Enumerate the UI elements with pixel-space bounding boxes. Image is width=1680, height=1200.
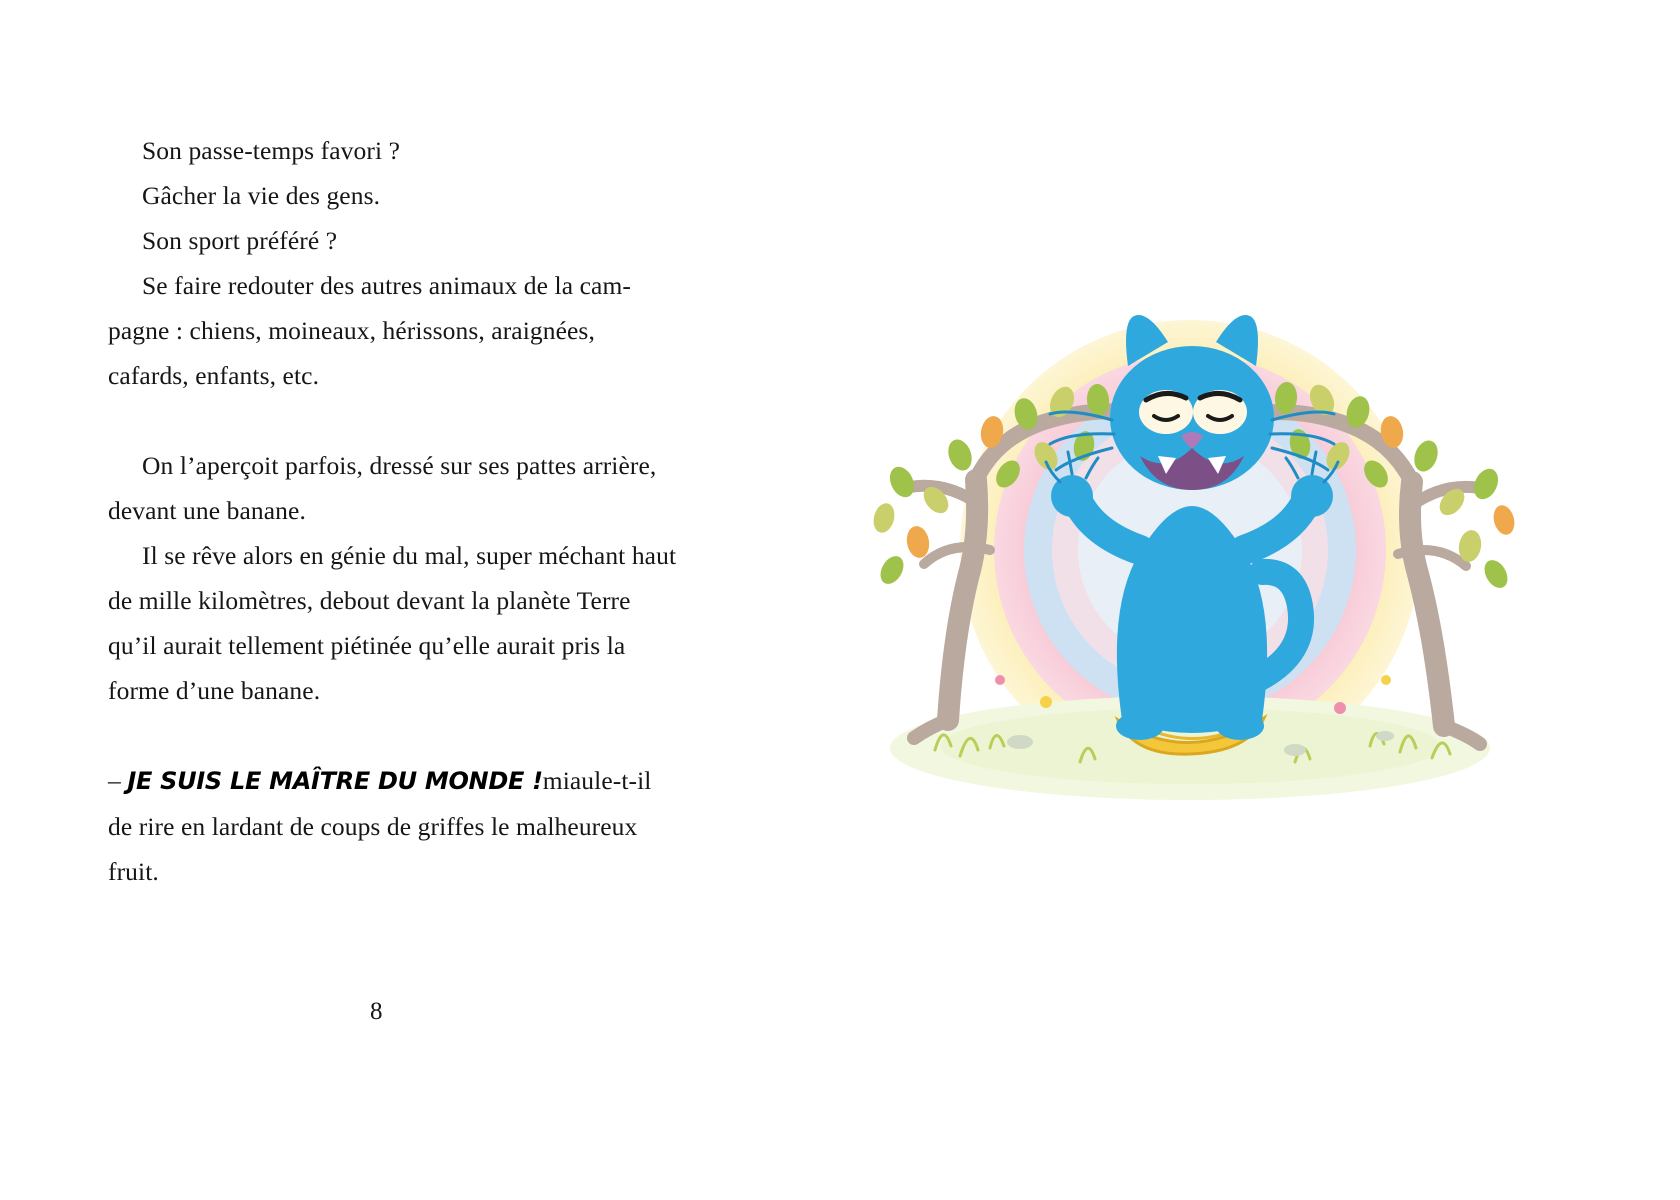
dialogue-spacer — [108, 713, 678, 758]
paragraph-5: On l’aperçoit parfois, dressé sur ses pattes arrière, devant une banane. — [108, 451, 657, 525]
paragraph-1: Son passe-temps favori ? — [142, 136, 401, 165]
page-number: 8 — [370, 998, 383, 1025]
paragraph-spacer — [108, 398, 678, 443]
blue-cat-with-banana-illustration — [840, 250, 1540, 850]
text-column — [108, 128, 678, 894]
paragraph-3: Son sport préféré ? — [142, 226, 338, 255]
paragraph-2: Gâcher la vie des gens. — [142, 181, 381, 210]
paragraph-6: Il se rêve alors en génie du mal, super méchant haut de mille kilomètres, debout devant la planète Terre qu’il aurait tellement piétinée qu’elle aurait pris la forme d’une banane. — [108, 541, 677, 705]
dialogue-shout: JE SUIS LE MAÎTRE DU MONDE ! — [127, 767, 543, 795]
paragraph-4: Se faire redouter des autres animaux de la cam-pagne : chiens, moineaux, hérissons, araignées, cafards, enfants, etc. — [108, 271, 631, 390]
dialogue-tail: miaule-t-il de rire en lardant de coups de griffes le malheureux fruit. — [108, 766, 652, 886]
dialogue-paragraph — [108, 758, 678, 894]
dialogue-dash: – — [108, 766, 121, 795]
